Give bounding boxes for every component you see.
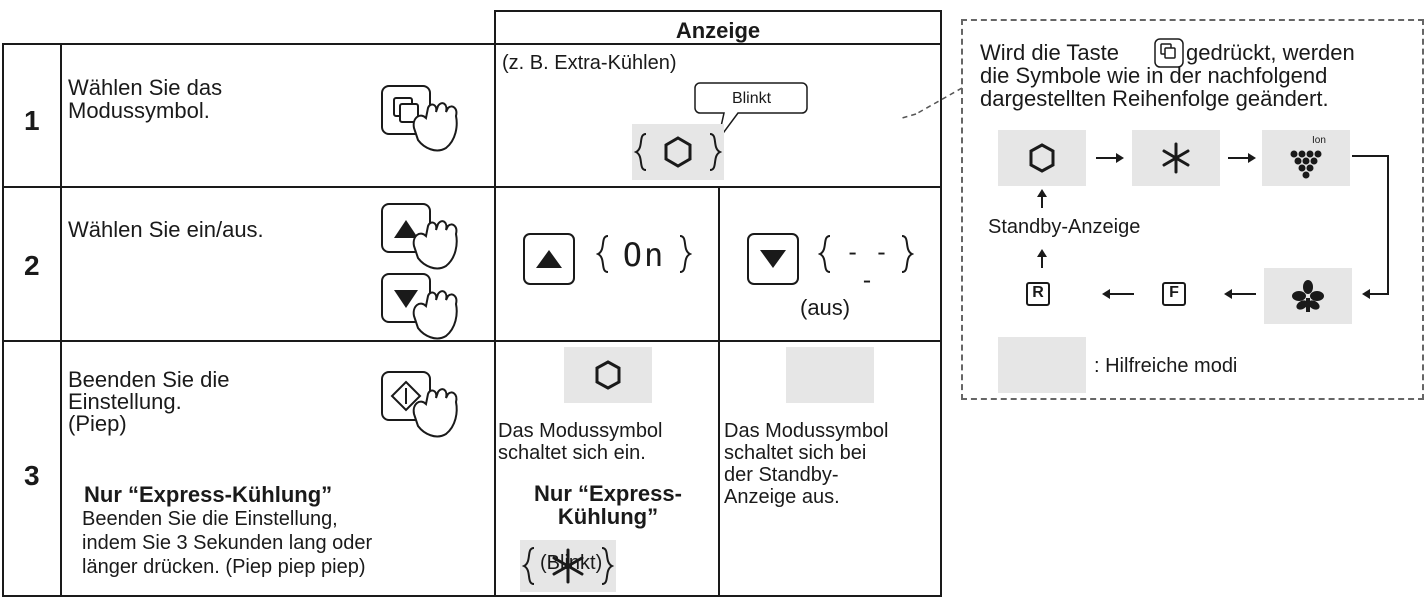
- standby-label: Standby-Anzeige: [988, 216, 1141, 238]
- step-3-line-3: (Piep): [68, 411, 127, 436]
- arrow-left-icon: [1222, 286, 1258, 302]
- row3-right-line-3: der Standby-: [724, 464, 839, 486]
- row3-right-line-2: schaltet sich bei: [724, 442, 867, 464]
- down-button: [380, 270, 490, 340]
- display-column-header: Anzeige: [675, 18, 761, 43]
- step-number-1: 1: [24, 105, 40, 136]
- arrow-right-icon: [1226, 150, 1258, 166]
- arrow-right-icon: [1094, 150, 1126, 166]
- seq-hexagon-box: [998, 130, 1086, 186]
- blinkt-callout-label: Blinkt: [731, 90, 772, 107]
- legend-label: : Hilfreiche modi: [1094, 355, 1238, 377]
- f-key-label: F: [1169, 284, 1179, 301]
- ion-label: Ion: [1312, 135, 1326, 146]
- row3-left-bold-2: Kühlung”: [557, 504, 659, 529]
- r-key-label: R: [1032, 284, 1044, 301]
- legend-swatch: [998, 337, 1086, 393]
- express-text-1: Beenden Sie die Einstellung,: [82, 508, 338, 530]
- seq-snowflake-box: [1132, 130, 1220, 186]
- step-number-2: 2: [24, 250, 40, 281]
- row3-mode-lcd: [564, 347, 652, 403]
- row3-right-line-1: Das Modussymbol: [724, 420, 889, 442]
- step-1-instruction: Wählen Sie das Modussymbol.: [68, 75, 223, 123]
- off-label: (aus): [800, 295, 851, 320]
- row3-standby-lcd: [786, 347, 874, 403]
- step-3-line-1: Beenden Sie die: [68, 367, 230, 392]
- sequence-connector: [1350, 150, 1400, 300]
- note-line-1a: Wird die Taste: [980, 40, 1119, 65]
- start-button: [380, 368, 490, 448]
- grid-line: [2, 43, 942, 45]
- down-key-icon: [746, 232, 800, 286]
- express-title: Nur “Express-Kühlung”: [84, 482, 333, 507]
- seq-ion-box: [1262, 130, 1350, 186]
- row1-example-label: (z. B. Extra-Kühlen): [502, 52, 677, 74]
- row3-right-line-4: Anzeige aus.: [724, 486, 840, 508]
- seq-flower-box: [1264, 268, 1352, 324]
- grid-line: [2, 595, 942, 597]
- arrow-up-icon: [1034, 188, 1050, 210]
- note-line-2: die Symbole wie in der nachfolgend: [980, 63, 1328, 88]
- grid-line: [60, 43, 62, 597]
- off-lcd-text: - - -: [845, 238, 889, 294]
- grid-line: [2, 186, 942, 188]
- grid-line: [718, 186, 720, 597]
- on-lcd-text: On: [622, 236, 666, 274]
- note-line-3: dargestellten Reihenfolge geändert.: [980, 86, 1329, 111]
- note-line-1b: gedrückt, werden: [1186, 40, 1355, 65]
- grid-line: [2, 43, 4, 597]
- mode-button: [380, 82, 490, 162]
- row3-left-bold-1: Nur “Express-: [534, 481, 682, 506]
- row3-left-line-2: schaltet sich ein.: [498, 442, 646, 464]
- step-3-line-2: Einstellung.: [68, 389, 182, 414]
- step-2-instruction: Wählen Sie ein/aus.: [68, 217, 264, 242]
- row1-lcd-highlight: [632, 124, 724, 180]
- grid-line: [2, 340, 942, 342]
- up-button: [380, 200, 490, 270]
- arrow-up-icon: [1034, 248, 1050, 270]
- arrow-left-icon: [1100, 286, 1136, 302]
- row3-left-blinkt: (Blinkt): [540, 552, 603, 574]
- grid-line: [494, 10, 942, 12]
- row3-left-line-1: Das Modussymbol: [498, 420, 663, 442]
- express-text-2: indem Sie 3 Sekunden lang oder: [82, 532, 373, 554]
- note-connector: [900, 84, 964, 130]
- step-number-3: 3: [24, 460, 40, 491]
- express-text-3: länger drücken. (Piep piep piep): [82, 556, 366, 578]
- up-key-icon: [522, 232, 576, 286]
